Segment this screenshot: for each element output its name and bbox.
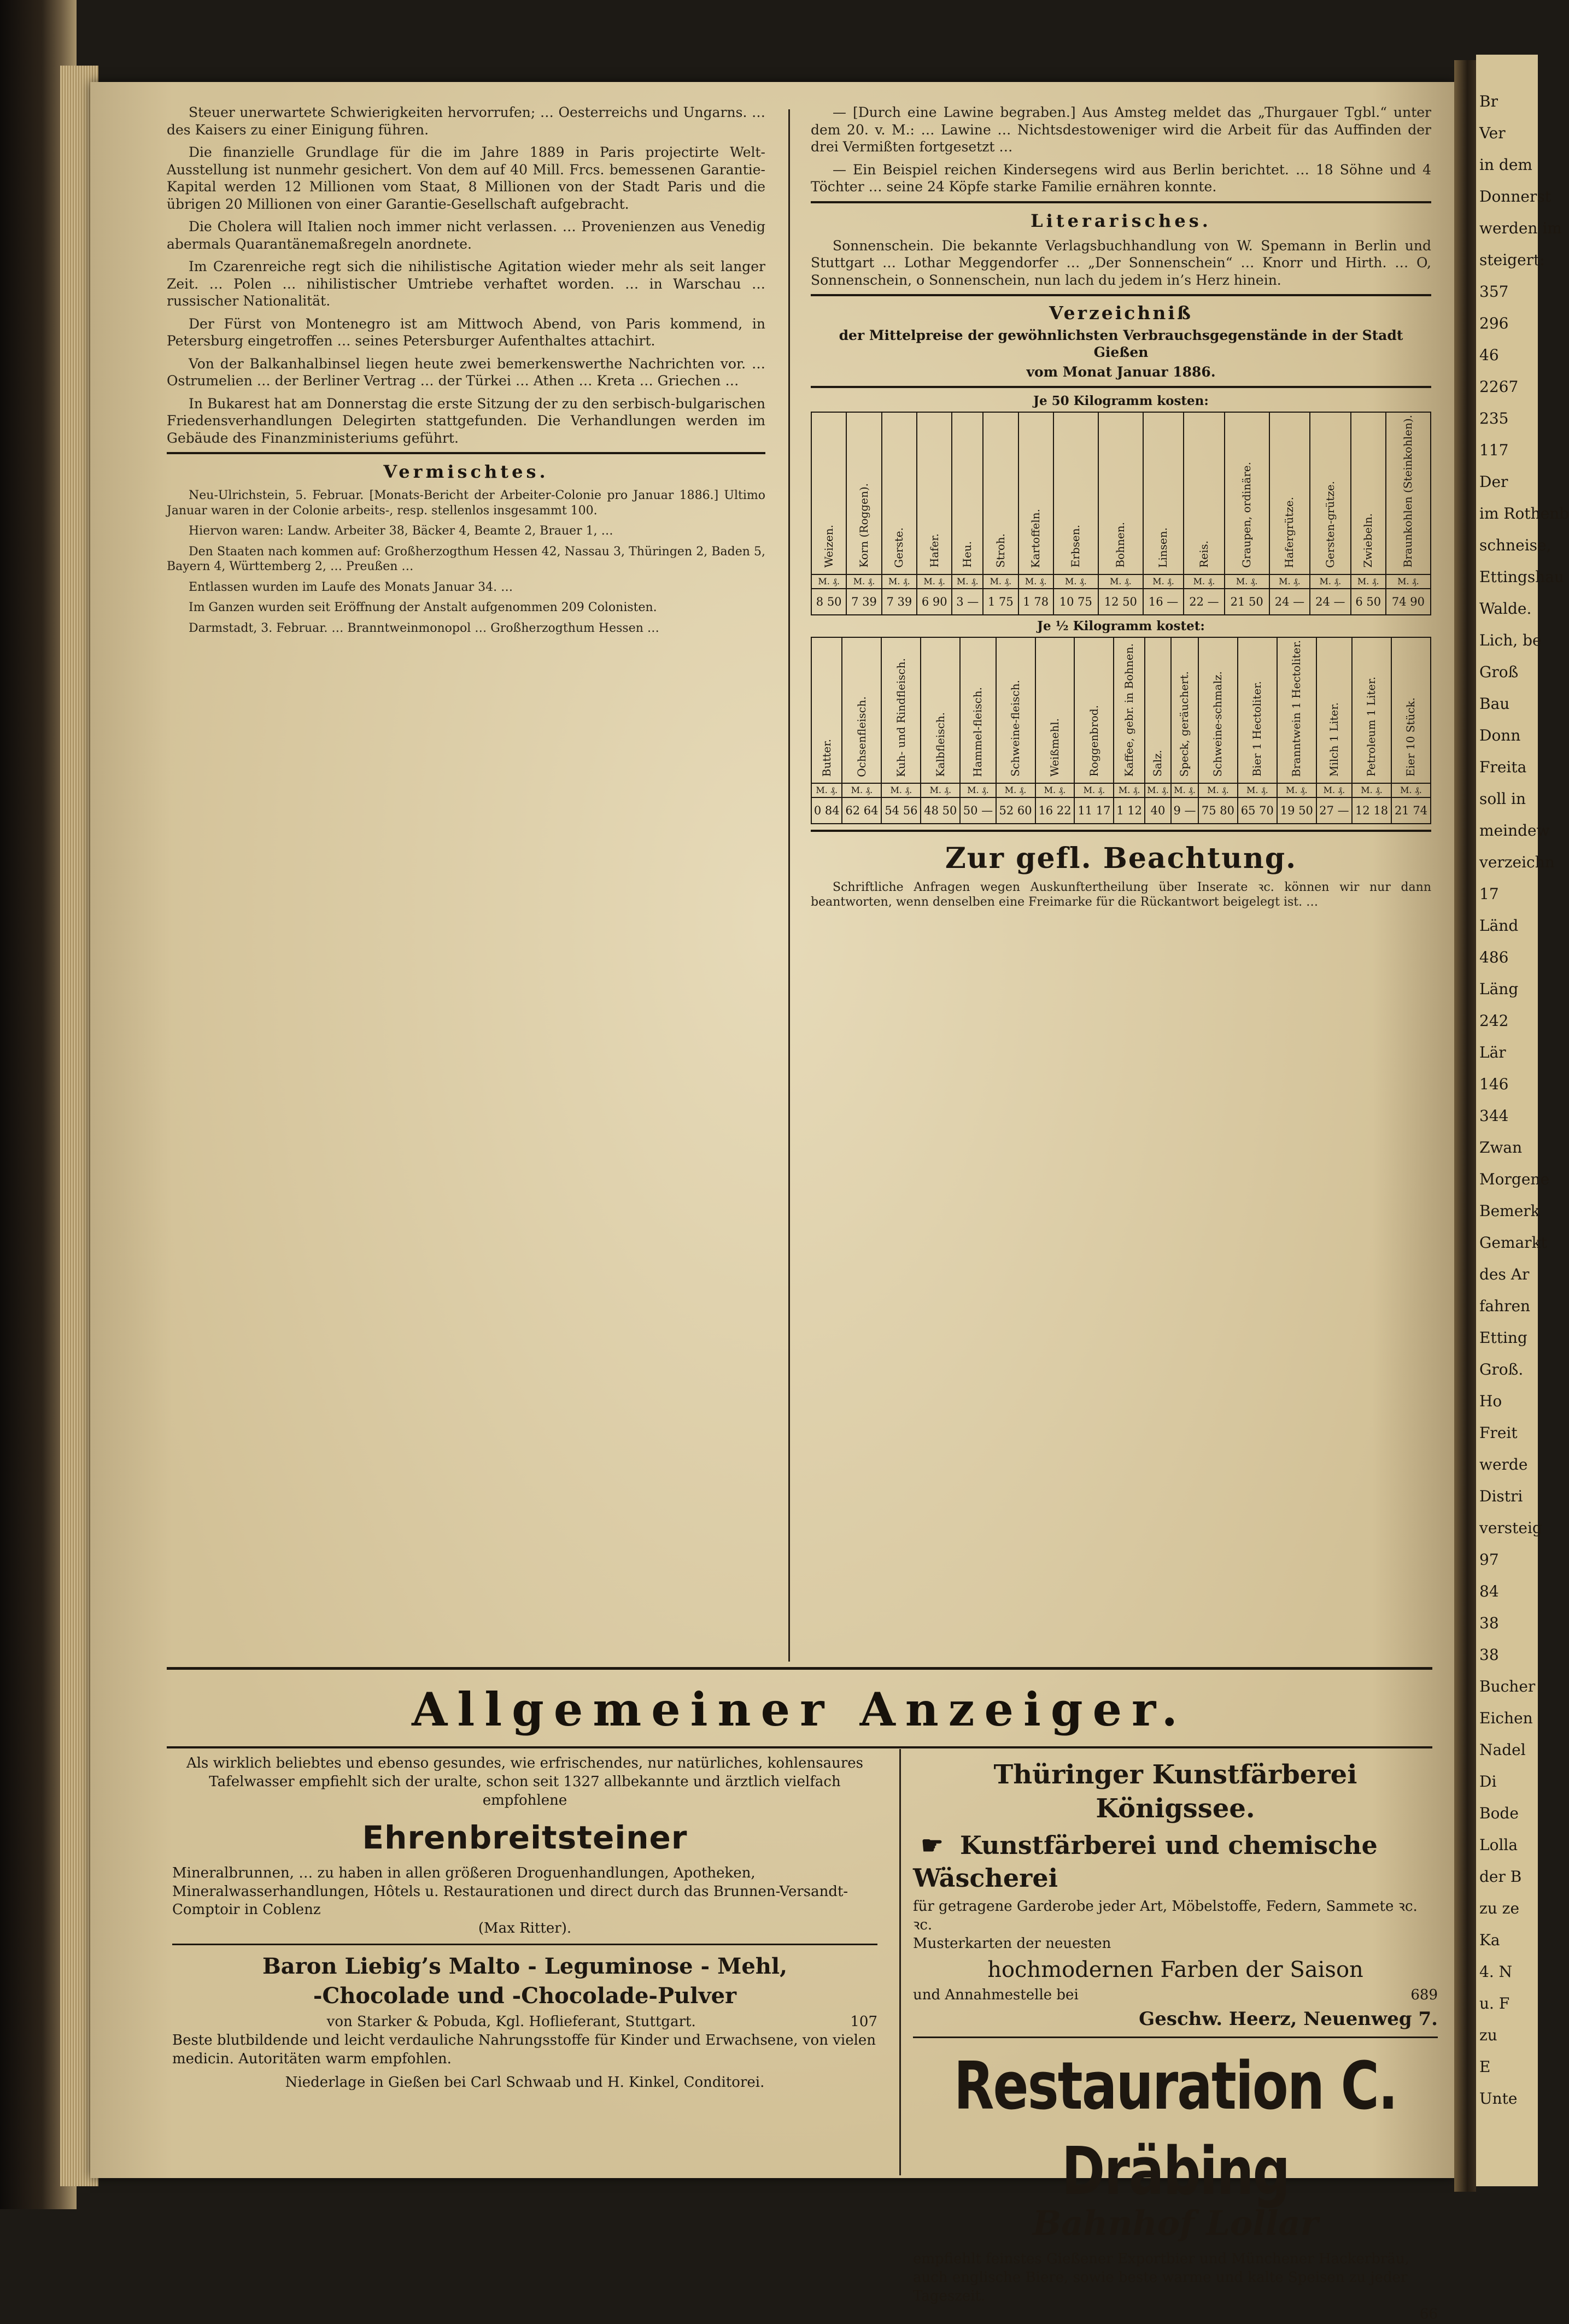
article-cholera: Die Cholera will Italien noch immer nicht verlassen. … Provenienzen aus Venedig abermals Quarantänemaßregeln anordnete.	[167, 219, 765, 252]
column-label: Roggenbrod.	[1087, 705, 1100, 777]
next-page-fragment: Ho	[1479, 1392, 1502, 1410]
table-header-cell	[881, 637, 921, 784]
section-rule	[811, 386, 1431, 388]
column-label: Petroleum 1 Liter.	[1365, 677, 1378, 777]
ad-koenigssee-line2: Musterkarten der neuesten	[913, 1935, 1111, 1952]
ad-draebing-title: Restauration C. Dräbing	[953, 2047, 1397, 2210]
table-cell: 6 50	[1351, 589, 1386, 615]
ads-left	[172, 1754, 877, 2092]
next-page-fragment: Walde.	[1479, 600, 1532, 618]
table-cell: 1 75	[983, 589, 1018, 615]
next-page-fragment: Bau	[1479, 695, 1510, 713]
table-cell: 22 —	[1184, 589, 1224, 615]
table-header-cell	[1225, 412, 1269, 574]
next-page-fragment: im Rothenb	[1479, 504, 1569, 523]
column-label: Kartoffeln.	[1029, 508, 1043, 568]
table-header-cell	[1269, 412, 1310, 574]
table1-caption: Je 50 Kilogramm kosten:	[1033, 394, 1209, 409]
next-page-fragment: 235	[1479, 409, 1509, 427]
table-cell: 27 —	[1316, 797, 1352, 824]
article-kindersegen: — Ein Beispiel reichen Kindersegens wird aus Berlin berichtet. … 18 Söhne und 4 Töchter … seine 24 Köpfe starke Familie ernähren konnte.	[811, 161, 1431, 195]
verzeichnis-month: vom Monat Januar 1886.	[1026, 363, 1216, 380]
ad-koenigssee-line4: und Annahmestelle bei	[913, 1986, 1079, 2003]
next-page-fragment: 17	[1479, 885, 1499, 903]
next-page-fragment: Unte	[1479, 2090, 1518, 2108]
column-label: Branntwein 1 Hectoliter.	[1290, 639, 1303, 777]
article-lawine: — [Durch eine Lawine begraben.] Aus Amsteg meldet das „Thurgauer Tgbl.“ unter dem 20. v. M.: … Lawine … Nichtsdestoweniger wird die Arbeit für das Auffinden der drei Vermißten fortgesetzt …	[811, 104, 1431, 155]
next-page-fragment: 146	[1479, 1075, 1509, 1093]
ads-right	[913, 1754, 1438, 2324]
column-label: Heu.	[961, 541, 974, 568]
table-header-cell	[1098, 412, 1143, 574]
table-cell: 19 50	[1277, 797, 1316, 824]
next-page-fragment: Bucher	[1479, 1677, 1536, 1695]
table-header-cell	[1171, 637, 1198, 784]
next-page-fragment: Donnerst	[1479, 187, 1551, 206]
next-page-fragment: steigert:	[1479, 251, 1545, 269]
table-cell: 8 50	[811, 589, 846, 615]
table-cell: 74 90	[1386, 589, 1431, 615]
column-label: Bohnen.	[1114, 522, 1127, 568]
literarisches-heading: Literarisches.	[1031, 210, 1211, 231]
next-page-fragment: Zwan	[1479, 1138, 1523, 1157]
ad-koenigssee-title: Thüringer Kunstfärberei Königssee.	[993, 1759, 1357, 1824]
next-page-fragment: 242	[1479, 1012, 1509, 1030]
table-cell: 16 22	[1035, 797, 1075, 824]
vermischtes-entlassen: Entlassen wurden im Laufe des Monats Januar 34. …	[189, 580, 513, 594]
table-cell: 21 74	[1391, 797, 1431, 824]
table-header-cell	[1074, 637, 1114, 784]
next-page-fragment: 357	[1479, 283, 1509, 301]
vermischtes-ulrichstein: Neu-Ulrichstein, 5. Februar. [Monats-Bericht der Arbeiter-Colonie pro Januar 1886.] Ultimo Januar waren in der Colonie arbeits-, resp. stellenlos insgesammt 100.	[167, 489, 765, 518]
verzeichnis-title: Verzeichniß	[1049, 302, 1193, 324]
unit-cell: M. ₰.	[1310, 574, 1350, 589]
next-page-fragment: Lich, be	[1479, 631, 1542, 649]
unit-cell: M. ₰.	[960, 783, 996, 797]
table-cell: 40	[1145, 797, 1171, 824]
next-page-fragment: Ka	[1479, 1931, 1500, 1949]
ad-ehrenbreitsteiner-intro: Als wirklich beliebtes und ebenso gesundes, wie erfrischendes, nur natürliches, kohlensaures Tafelwasser empfiehlt sich der uralte, schon seit 1327 allbekannte und ärztlich vielfach empfohlene	[186, 1755, 864, 1809]
column-divider	[788, 109, 790, 1662]
table-header-cell	[1391, 637, 1431, 784]
column-label: Milch 1 Liter.	[1327, 702, 1340, 777]
unit-cell: M. ₰.	[1035, 783, 1075, 797]
next-page-fragment: meindew	[1479, 821, 1550, 840]
column-label: Hafergrütze.	[1283, 496, 1296, 568]
ad-ehrenbreitsteiner-body: Mineralbrunnen, … zu haben in allen größeren Droguenhandlungen, Apotheken, Mineralwasserhandlungen, Hôtels u. Restaurationen und direct durch das Brunnen-Versandt-Comptoir in Coblenz	[172, 1864, 848, 1918]
table-cell: 52 60	[996, 797, 1035, 824]
next-page-fragment: Freita	[1479, 758, 1527, 776]
next-page-fragment: Donn	[1479, 726, 1521, 744]
column-label: Hafer.	[927, 533, 941, 568]
table-cell: 3 —	[952, 589, 983, 615]
unit-cell: M. ₰.	[1316, 783, 1352, 797]
price-table-half-kg	[811, 637, 1431, 825]
column-label: Stroh.	[993, 533, 1007, 568]
unit-cell: M. ₰.	[1391, 783, 1431, 797]
vermischtes-staaten: Den Staaten nach kommen auf: Großherzogthum Hessen 42, Nassau 3, Thüringen 2, Baden 5, Bayern 4, Württemberg 2, … Preußen …	[167, 544, 765, 574]
unit-cell: M. ₰.	[1053, 574, 1098, 589]
table-cell: 21 50	[1225, 589, 1269, 615]
article-weltausstellung: Die finanzielle Grundlage für die im Jahre 1889 in Paris projectirte Welt-Ausstellung ist nunmehr gesichert. Von dem auf 40 Mill. Frcs. bemessenen Garantie-Kapital werden 12 Millionen vom Staat, 8 Millionen von der Stadt Paris und die übrigen 20 Millionen von einer Garantie-Gesellschaft aufgebracht.	[167, 144, 765, 212]
table-header-cell	[996, 637, 1035, 784]
table-cell: 16 —	[1143, 589, 1184, 615]
column-label: Kuh- und Rindfleisch.	[894, 658, 908, 777]
next-page-fragment: 4. N	[1479, 1963, 1513, 1981]
ad-koenigssee-address: Geschw. Heerz, Neuenweg 7.	[1139, 2008, 1438, 2030]
table-header-row	[811, 637, 1431, 784]
next-page-fragment: Etting	[1479, 1329, 1527, 1347]
next-page-fragment: Eichen	[1479, 1709, 1533, 1727]
vermischtes-gesamt: Im Ganzen wurden seit Eröffnung der Anstalt aufgenommen 209 Colonisten.	[189, 601, 657, 615]
ad-liebig-body: Beste blutbildende und leicht verdauliche Nahrungsstoffe für Kinder und Erwachsene, von vielen medicin. Autoritäten warm empfohlen.	[172, 2032, 876, 2067]
unit-cell: M. ₰.	[1184, 574, 1224, 589]
column-label: Hammel-fleisch.	[971, 686, 985, 777]
table-cell: 9 —	[1171, 797, 1198, 824]
column-label: Reis.	[1197, 540, 1210, 568]
anzeiger-title: Allgemeiner Anzeiger.	[412, 1682, 1187, 1736]
table-cell: 0 84	[811, 797, 842, 824]
table-header-cell	[882, 412, 917, 574]
table-header-cell	[1145, 637, 1171, 784]
next-page-fragment: Freit	[1479, 1424, 1518, 1442]
beachtung-heading: Zur gefl. Beachtung.	[945, 842, 1297, 876]
ad-koenigssee-number: 689	[1410, 1986, 1438, 2003]
column-label: Eier 10 Stück.	[1404, 697, 1418, 777]
next-page-fragment: schneise,	[1479, 536, 1552, 554]
next-page-fragment: Lolla	[1479, 1836, 1518, 1854]
next-page-fragment: versteig	[1479, 1519, 1542, 1537]
next-page-fragment: Länd	[1479, 917, 1519, 935]
next-page-fragment: zu	[1479, 2026, 1497, 2044]
next-page-fragment: Bemerk	[1479, 1202, 1540, 1220]
table-cell: 24 —	[1269, 589, 1310, 615]
table-cell: 75 80	[1198, 797, 1238, 824]
ad-koenigssee-subtitle: Kunstfärberei und chemische Wäscherei	[913, 1830, 1378, 1893]
table-cell: 7 39	[846, 589, 881, 615]
next-page-fragment: Distri	[1479, 1487, 1523, 1505]
table-cell: 1 12	[1114, 797, 1144, 824]
table-cell: 65 70	[1238, 797, 1277, 824]
next-page-fragment: Der	[1479, 473, 1508, 491]
column-label: Salz.	[1151, 750, 1164, 777]
unit-cell: M. ₰.	[881, 783, 921, 797]
ad-rule	[172, 1944, 877, 1945]
table-cell: 62 64	[842, 797, 881, 824]
table-cell: 48 50	[921, 797, 960, 824]
next-page-fragment: 97	[1479, 1551, 1499, 1569]
next-page-fragment: fahren	[1479, 1297, 1531, 1315]
column-label: Speck, geräuchert.	[1178, 671, 1191, 777]
column-label: Schweine-schmalz.	[1211, 671, 1225, 777]
article-balkan: Von der Balkanhalbinsel liegen heute zwei bemerkenswerthe Nachrichten vor. … Ostrumelien … der Berliner Vertrag … der Türkei … Athen … Kreta … Griechen …	[167, 355, 765, 389]
column-label: Kaffee, gebr. in Bohnen.	[1122, 643, 1136, 777]
next-page-fragment: soll in	[1479, 790, 1526, 808]
ad-ehrenbreitsteiner-signature: (Max Ritter).	[478, 1920, 572, 1937]
table-unit-row	[811, 783, 1431, 797]
next-page-fragment: in dem	[1479, 156, 1532, 174]
table-header-cell	[811, 637, 842, 784]
table-cell: 7 39	[882, 589, 917, 615]
article-bukarest: In Bukarest hat am Donnerstag die erste Sitzung der zu den serbisch-bulgarischen Friedensverhandlungen Delegirten stattgefunden. Die Verhandlungen werden im Gebäude des Finanzministeriums geführt.	[167, 395, 765, 446]
verzeichnis-subtitle: der Mittelpreise der gewöhnlichsten Verbrauchsgegenstände in der Stadt Gießen	[839, 327, 1403, 361]
table-header-cell	[1035, 637, 1075, 784]
unit-cell: M. ₰.	[842, 783, 881, 797]
unit-cell: M. ₰.	[1145, 783, 1171, 797]
next-page-fragment: des Ar	[1479, 1265, 1530, 1283]
column-label: Linsen.	[1156, 527, 1170, 568]
table-cell: 11 17	[1074, 797, 1114, 824]
article-czarenreich: Im Czarenreiche regt sich die nihilistische Agitation wieder mehr als seit langer Zeit. … Polen … nihilistischer Umtriebe verhaftet worden. … in Warschau … russischer Nationalität.	[167, 259, 765, 309]
table-header-cell	[1351, 412, 1386, 574]
table-header-cell	[952, 412, 983, 574]
ad-draebing-body: empfiehlt feinstes Gießener Exportbier und Münchener Hackerbräu, auch englische Biere, sowie beste warme und kalte Speisen zu jeder Tageszeit.	[913, 2250, 1409, 2304]
column-label: Butter.	[819, 739, 833, 777]
unit-cell: M. ₰.	[1171, 783, 1198, 797]
column-label: Gersten-grütze.	[1323, 480, 1337, 568]
section-rule	[167, 452, 765, 454]
table-header-cell	[1018, 412, 1053, 574]
anzeiger-rule-bottom	[167, 1746, 1432, 1748]
column-label: Braunkohlen (Steinkohlen).	[1401, 415, 1415, 568]
unit-cell: M. ₰.	[952, 574, 983, 589]
ad-draebing-number: 66	[1419, 2306, 1438, 2323]
column-label: Bier 1 Hectoliter.	[1250, 681, 1264, 777]
newspaper-page	[90, 82, 1454, 2323]
table-row	[811, 589, 1431, 615]
unit-cell: M. ₰.	[1198, 783, 1238, 797]
beachtung-text: Schriftliche Anfragen wegen Auskunftertheilung über Inserate ꝛc. können wir nur dann beantworten, wenn denselben eine Freimarke für die Rückantwort beigelegt ist. …	[811, 880, 1431, 909]
ad-liebig-maker: von Starker & Pobuda, Kgl. Hoflieferant, Stuttgart.	[326, 2013, 696, 2030]
next-page-fragment: 117	[1479, 441, 1509, 459]
hand-pointer-icon: ☛	[921, 1830, 944, 1860]
ad-liebig-line2: -Chocolade und -Chocolade-Pulver	[313, 1982, 737, 2009]
ad-liebig-number: 107	[850, 2013, 877, 2030]
table-cell: 10 75	[1053, 589, 1098, 615]
table-row	[811, 797, 1431, 824]
next-page-fragment: der B	[1479, 1868, 1522, 1886]
table-header-cell	[1238, 637, 1277, 784]
unit-cell: M. ₰.	[1114, 783, 1144, 797]
unit-cell: M. ₰.	[1238, 783, 1277, 797]
column-label: Erbsen.	[1069, 525, 1082, 568]
ad-liebig-niederlage: Niederlage in Gießen bei Carl Schwaab und H. Kinkel, Conditorei.	[285, 2074, 765, 2091]
next-page-fragment: 46	[1479, 346, 1499, 364]
next-page-fragment: Groß	[1479, 663, 1519, 681]
unit-cell: M. ₰.	[1386, 574, 1431, 589]
next-page-fragment: Ettingshau	[1479, 568, 1564, 586]
next-page-fragment: u. F	[1479, 1994, 1510, 2012]
ad-koenigssee-line4-row	[913, 1986, 1438, 2005]
column-label: Schweine-fleisch.	[1008, 680, 1022, 777]
table2-caption: Je ½ Kilogramm kostet:	[1037, 618, 1205, 633]
table-header-cell	[921, 637, 960, 784]
unit-cell: M. ₰.	[1074, 783, 1114, 797]
next-page-fragment: 2267	[1479, 378, 1519, 396]
book-gutter	[1454, 60, 1476, 2192]
unit-cell: M. ₰.	[1277, 783, 1316, 797]
next-page-fragment: Bode	[1479, 1804, 1519, 1822]
anzeiger-divider	[899, 1749, 901, 2175]
column-label: Gerste.	[892, 527, 906, 568]
next-page-fragment: Morgene	[1479, 1170, 1550, 1188]
table-header-cell	[842, 637, 881, 784]
ad-koenigssee-line3: hochmodernen Farben der Saison	[987, 1957, 1363, 1982]
unit-cell: M. ₰.	[811, 574, 846, 589]
price-table-50kg	[811, 412, 1431, 615]
next-page-fragment: verzeichn	[1479, 853, 1555, 871]
unit-cell: M. ₰.	[1352, 783, 1391, 797]
next-page-fragment: 344	[1479, 1107, 1509, 1125]
table-header-cell	[917, 412, 952, 574]
column-label: Graupen, ordinäre.	[1240, 461, 1254, 568]
unit-cell: M. ₰.	[882, 574, 917, 589]
table-cell: 54 56	[881, 797, 921, 824]
ad-rule	[913, 2037, 1438, 2038]
anzeiger-rule-top	[167, 1667, 1432, 1670]
next-page-fragment: Gemarkt	[1479, 1234, 1547, 1252]
ad-koenigssee-subtitle-line	[913, 1829, 1438, 1895]
unit-cell: M. ₰.	[996, 783, 1035, 797]
table-cell: 12 18	[1352, 797, 1391, 824]
column-label: Weizen.	[822, 525, 835, 568]
column-label: Ochsenfleisch.	[854, 696, 868, 777]
next-page-fragment: 38	[1479, 1646, 1499, 1664]
unit-cell: M. ₰.	[1351, 574, 1386, 589]
column-label: Weißmehl.	[1047, 718, 1061, 777]
unit-cell: M. ₰.	[1269, 574, 1310, 589]
next-page-fragment: E	[1479, 2058, 1491, 2076]
table-cell: 6 90	[917, 589, 952, 615]
unit-cell: M. ₰.	[1143, 574, 1184, 589]
column-label: Kalbfleisch.	[933, 712, 947, 777]
left-column	[167, 104, 765, 641]
table-header-cell	[960, 637, 996, 784]
table-cell: 50 —	[960, 797, 996, 824]
table-header-cell	[1143, 412, 1184, 574]
article-montenegro: Der Fürst von Montenegro ist am Mittwoch Abend, von Paris kommend, in Petersburg eingetroffen … seines Petersburger Aufenthaltes attachirt.	[167, 315, 765, 349]
unit-cell: M. ₰.	[917, 574, 952, 589]
table-header-cell	[1316, 637, 1352, 784]
ad-liebig-line1: Baron Liebig’s Malto - Leguminose - Mehl,	[262, 1953, 788, 1979]
next-page-fragment: Di	[1479, 1773, 1497, 1791]
table-header-cell	[846, 412, 881, 574]
table-header-cell	[1184, 412, 1224, 574]
unit-cell: M. ₰.	[921, 783, 960, 797]
table-cell: 1 78	[1018, 589, 1053, 615]
section-rule	[811, 294, 1431, 296]
unit-cell: M. ₰.	[1225, 574, 1269, 589]
table-unit-row	[811, 574, 1431, 589]
table-header-cell	[1352, 637, 1391, 784]
next-page-fragment: Läng	[1479, 980, 1519, 998]
table-header-cell	[1277, 637, 1316, 784]
next-page-fragment: 84	[1479, 1582, 1499, 1600]
vermischtes-berufe: Hiervon waren: Landw. Arbeiter 38, Bäcker 4, Beamte 2, Brauer 1, …	[189, 524, 613, 538]
next-page-fragment: 296	[1479, 314, 1509, 332]
next-page-fragment: 486	[1479, 948, 1509, 966]
unit-cell: M. ₰.	[1098, 574, 1143, 589]
unit-cell: M. ₰.	[846, 574, 881, 589]
next-page-fragment: zu ze	[1479, 1899, 1520, 1917]
next-page-fragment: Nadel	[1479, 1741, 1526, 1759]
table-header-cell	[1053, 412, 1098, 574]
table-header-cell	[1114, 637, 1144, 784]
right-column	[811, 104, 1431, 915]
next-page-fragment: Groß.	[1479, 1360, 1524, 1378]
ad-koenigssee-line1: für getragene Garderobe jeder Art, Möbelstoffe, Federn, Sammete ꝛc. ꝛc.	[913, 1898, 1418, 1934]
table-header-cell	[1198, 637, 1238, 784]
unit-cell: M. ₰.	[983, 574, 1018, 589]
next-page-fragment: werde	[1479, 1456, 1528, 1474]
ad-ehrenbreitsteiner-name: Ehrenbreitsteiner	[362, 1819, 688, 1857]
ad-draebing-subtitle: Bahnhof Lollar	[1032, 2203, 1319, 2244]
article-intro: Steuer unerwartete Schwierigkeiten hervorrufen; … Oesterreichs und Ungarns. … des Kaisers zu einer Einigung führen.	[167, 104, 765, 138]
vermischtes-darmstadt: Darmstadt, 3. Februar. … Branntweinmonopol … Großherzogthum Hessen …	[189, 621, 659, 635]
next-page-fragment: 38	[1479, 1614, 1499, 1632]
section-rule	[811, 830, 1431, 832]
section-rule	[811, 201, 1431, 203]
table-header-cell	[983, 412, 1018, 574]
next-page-fragment: Ver	[1479, 124, 1506, 142]
table-header-cell	[1310, 412, 1350, 574]
column-label: Zwiebeln.	[1361, 513, 1375, 568]
article-sonnenschein: Sonnenschein. Die bekannte Verlagsbuchhandlung von W. Spemann in Berlin und Stuttgart … Lothar Meggendorfer … „Der Sonnenschein“ … Knorr und Hirth. … O, Sonnenschein, o Sonnenschein, nun lach du jedem in’s Herz hinein.	[811, 237, 1431, 288]
table-cell: 12 50	[1098, 589, 1143, 615]
table-cell: 24 —	[1310, 589, 1350, 615]
next-page-fragment: werden im	[1479, 219, 1562, 237]
column-label: Korn (Roggen).	[857, 483, 870, 568]
unit-cell: M. ₰.	[1018, 574, 1053, 589]
next-page-fragment: Br	[1479, 92, 1498, 110]
table-header-cell	[1386, 412, 1431, 574]
vermischtes-heading: Vermischtes.	[383, 461, 549, 482]
table-header-row	[811, 412, 1431, 574]
ad-liebig-maker-line	[172, 2013, 877, 2032]
table-header-cell	[811, 412, 846, 574]
unit-cell: M. ₰.	[811, 783, 842, 797]
next-page-edge	[1476, 55, 1569, 2186]
next-page-fragment: Lär	[1479, 1043, 1506, 1061]
